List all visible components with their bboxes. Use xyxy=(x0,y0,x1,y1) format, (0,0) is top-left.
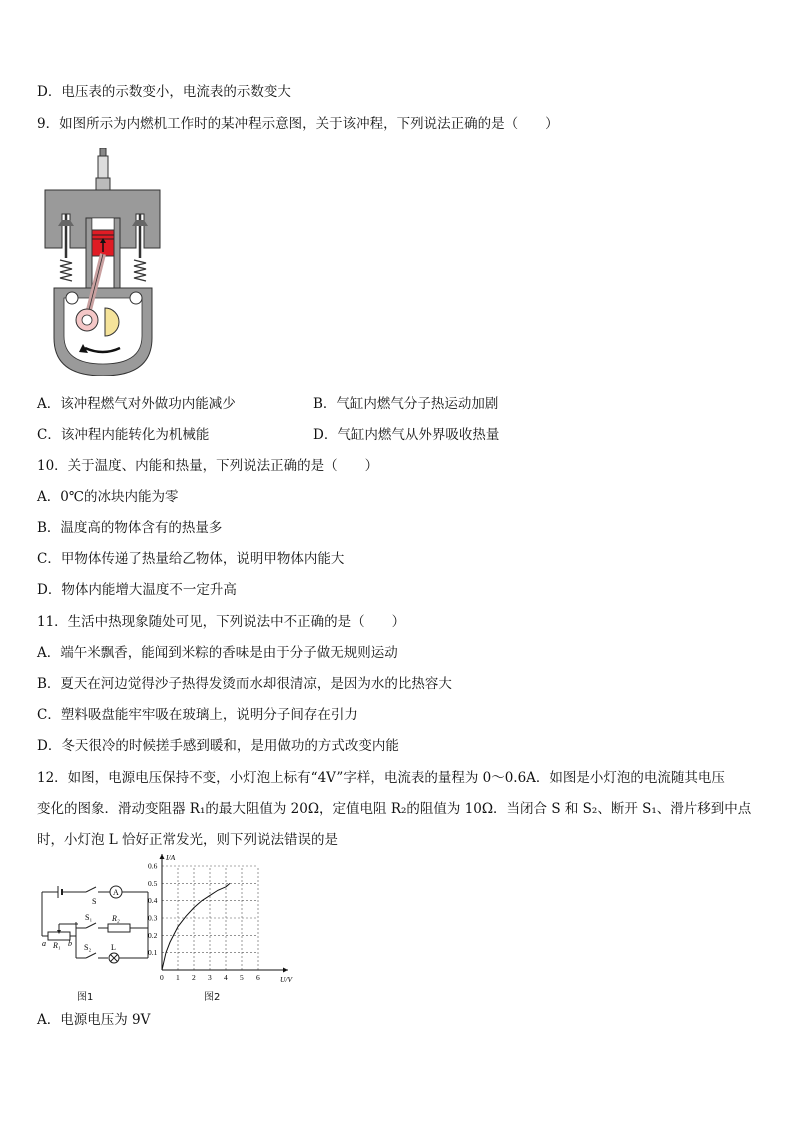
q10-option-d: D．物体内能增大温度不一定升高 xyxy=(37,582,237,598)
q9-option-a: A．该冲程燃气对外做功内能减少 xyxy=(37,396,236,412)
q11-stem: 11．生活中热现象随处可见，下列说法中不正确的是（ ） xyxy=(37,614,406,630)
q11-option-b: B．夏天在河边觉得沙子热得发烫而水却很清凉，是因为水的比热容大 xyxy=(37,676,452,692)
q10-option-c: C．甲物体传递了热量给乙物体，说明甲物体内能大 xyxy=(37,551,345,567)
q12-option-a: A．电源电压为 9V xyxy=(37,1012,151,1028)
r2-label: R₂ xyxy=(112,914,120,923)
q9-stem: 9．如图所示为内燃机工作时的某冲程示意图，关于该冲程，下列说法正确的是（ ） xyxy=(37,116,559,132)
y-tick-label: 0.2 xyxy=(148,930,158,940)
figure-1-caption: 图1 xyxy=(77,992,94,1003)
y-axis-label: I/A xyxy=(166,853,176,862)
q11-option-c: C．塑料吸盘能牢牢吸在玻璃上，说明分子间存在引力 xyxy=(37,707,358,723)
q10-stem: 10．关于温度、内能和热量，下列说法正确的是（ ） xyxy=(37,458,379,474)
x-tick-label: 3 xyxy=(208,973,212,982)
switch-s1-label: S₁ xyxy=(85,913,93,922)
x-tick-label: 5 xyxy=(240,973,244,982)
r1-label: R₁ xyxy=(53,941,61,950)
x-tick-label: 2 xyxy=(192,973,196,982)
x-tick-label: 1 xyxy=(176,973,180,982)
engine-diagram xyxy=(40,148,165,376)
y-tick-label: 0.3 xyxy=(148,913,158,923)
q9-option-b: B．气缸内燃气分子热运动加剧 xyxy=(313,396,499,412)
switch-s2-label: S₂ xyxy=(84,943,92,952)
series-line xyxy=(162,883,230,970)
x-axis-arrow-icon xyxy=(283,968,288,973)
figure-2-caption: 图2 xyxy=(204,992,221,1003)
y-tick-label: 0.4 xyxy=(148,896,158,906)
end-b-label: b xyxy=(68,939,72,948)
q10-option-a: A．0℃的冰块内能为零 xyxy=(37,489,179,505)
x-tick-label: 4 xyxy=(224,973,228,982)
q12-stem-line-2: 变化的图象．滑动变阻器 R₁的最大阻值为 20Ω，定值电阻 R₂的阻值为 10Ω．当闭合 S 和 S₂、断开 S₁、滑片移到中点 xyxy=(37,801,752,817)
y-tick-label: 0.5 xyxy=(148,878,158,888)
q8-option-d: D．电压表的示数变小，电流表的示数变大 xyxy=(37,84,291,100)
circuit-diagram xyxy=(38,876,156,986)
x-tick-label: 6 xyxy=(256,973,260,982)
q9-option-c: C．该冲程内能转化为机械能 xyxy=(37,427,210,443)
q12-stem-line-3: 时，小灯泡 L 恰好正常发光，则下列说法错误的是 xyxy=(37,832,339,848)
q11-option-a: A．端午米飘香，能闻到米粽的香味是由于分子做无规则运动 xyxy=(37,645,398,661)
x-tick-label: 0 xyxy=(160,973,164,982)
iu-chart xyxy=(140,852,300,988)
q12-stem-line-1: 12．如图，电源电压保持不变，小灯泡上标有“4V”字样，电流表的量程为 0～0.6A．如图是小灯泡的电流随其电压 xyxy=(37,770,725,786)
ammeter-label: A xyxy=(113,888,119,897)
y-axis-arrow-icon xyxy=(160,854,165,859)
y-tick-label: 0.6 xyxy=(148,861,158,871)
switch-s-label: S xyxy=(92,897,97,906)
q9-option-d: D．气缸内燃气从外界吸收热量 xyxy=(313,427,500,443)
end-a-label: a xyxy=(42,939,46,948)
lamp-label: L xyxy=(111,943,116,952)
piston-icon xyxy=(92,230,114,256)
q11-option-d: D．冬天很冷的时候搓手感到暖和，是用做功的方式改变内能 xyxy=(37,738,399,754)
y-tick-label: 0.1 xyxy=(148,948,158,958)
x-axis-label: U/V xyxy=(280,975,293,984)
q10-option-b: B．温度高的物体含有的热量多 xyxy=(37,520,223,536)
